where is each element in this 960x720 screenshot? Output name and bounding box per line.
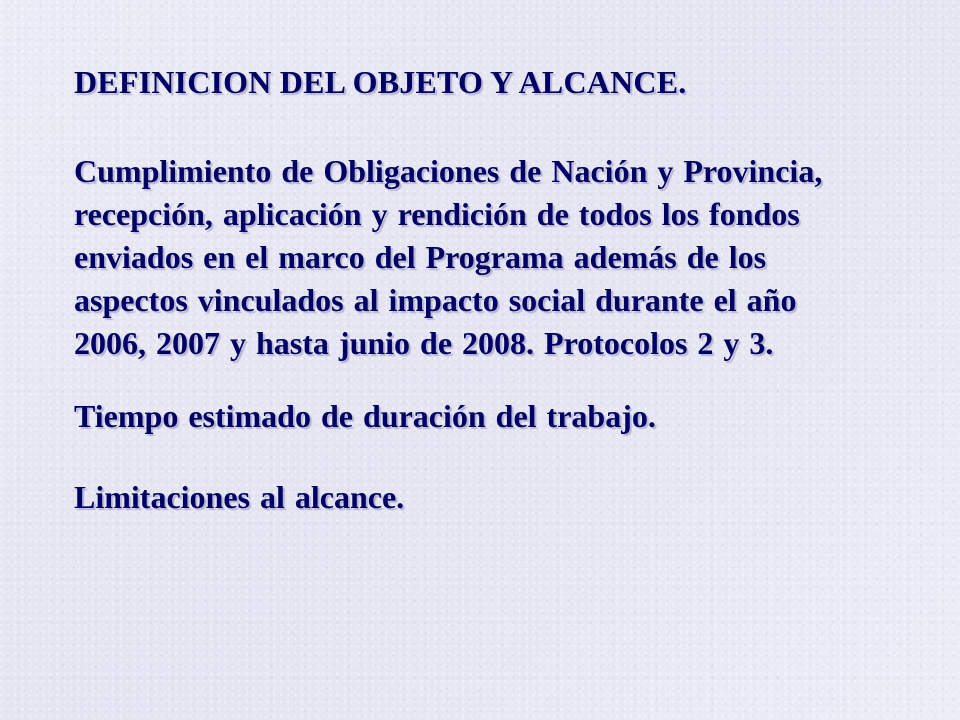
scope-line: 2006, 2007 y hasta junio de 2008. Protocolos 2 y 3. xyxy=(74,325,774,361)
duration-paragraph: Tiempo estimado de duración del trabajo. xyxy=(74,398,656,434)
scope-line: enviados en el marco del Programa además de los xyxy=(74,239,767,275)
slide-content xyxy=(74,62,904,519)
scope-line: aspectos vinculados al impacto social durante el año xyxy=(74,282,797,318)
scope-line: recepción, aplicación y rendición de todos los fondos xyxy=(74,196,800,232)
limitations-paragraph: Limitaciones al alcance. xyxy=(74,479,405,515)
scope-line: Cumplimiento de Obligaciones de Nación y Provincia, xyxy=(74,153,823,189)
scope-paragraph xyxy=(74,150,904,365)
slide-title: DEFINICION DEL OBJETO Y ALCANCE. xyxy=(74,64,687,100)
